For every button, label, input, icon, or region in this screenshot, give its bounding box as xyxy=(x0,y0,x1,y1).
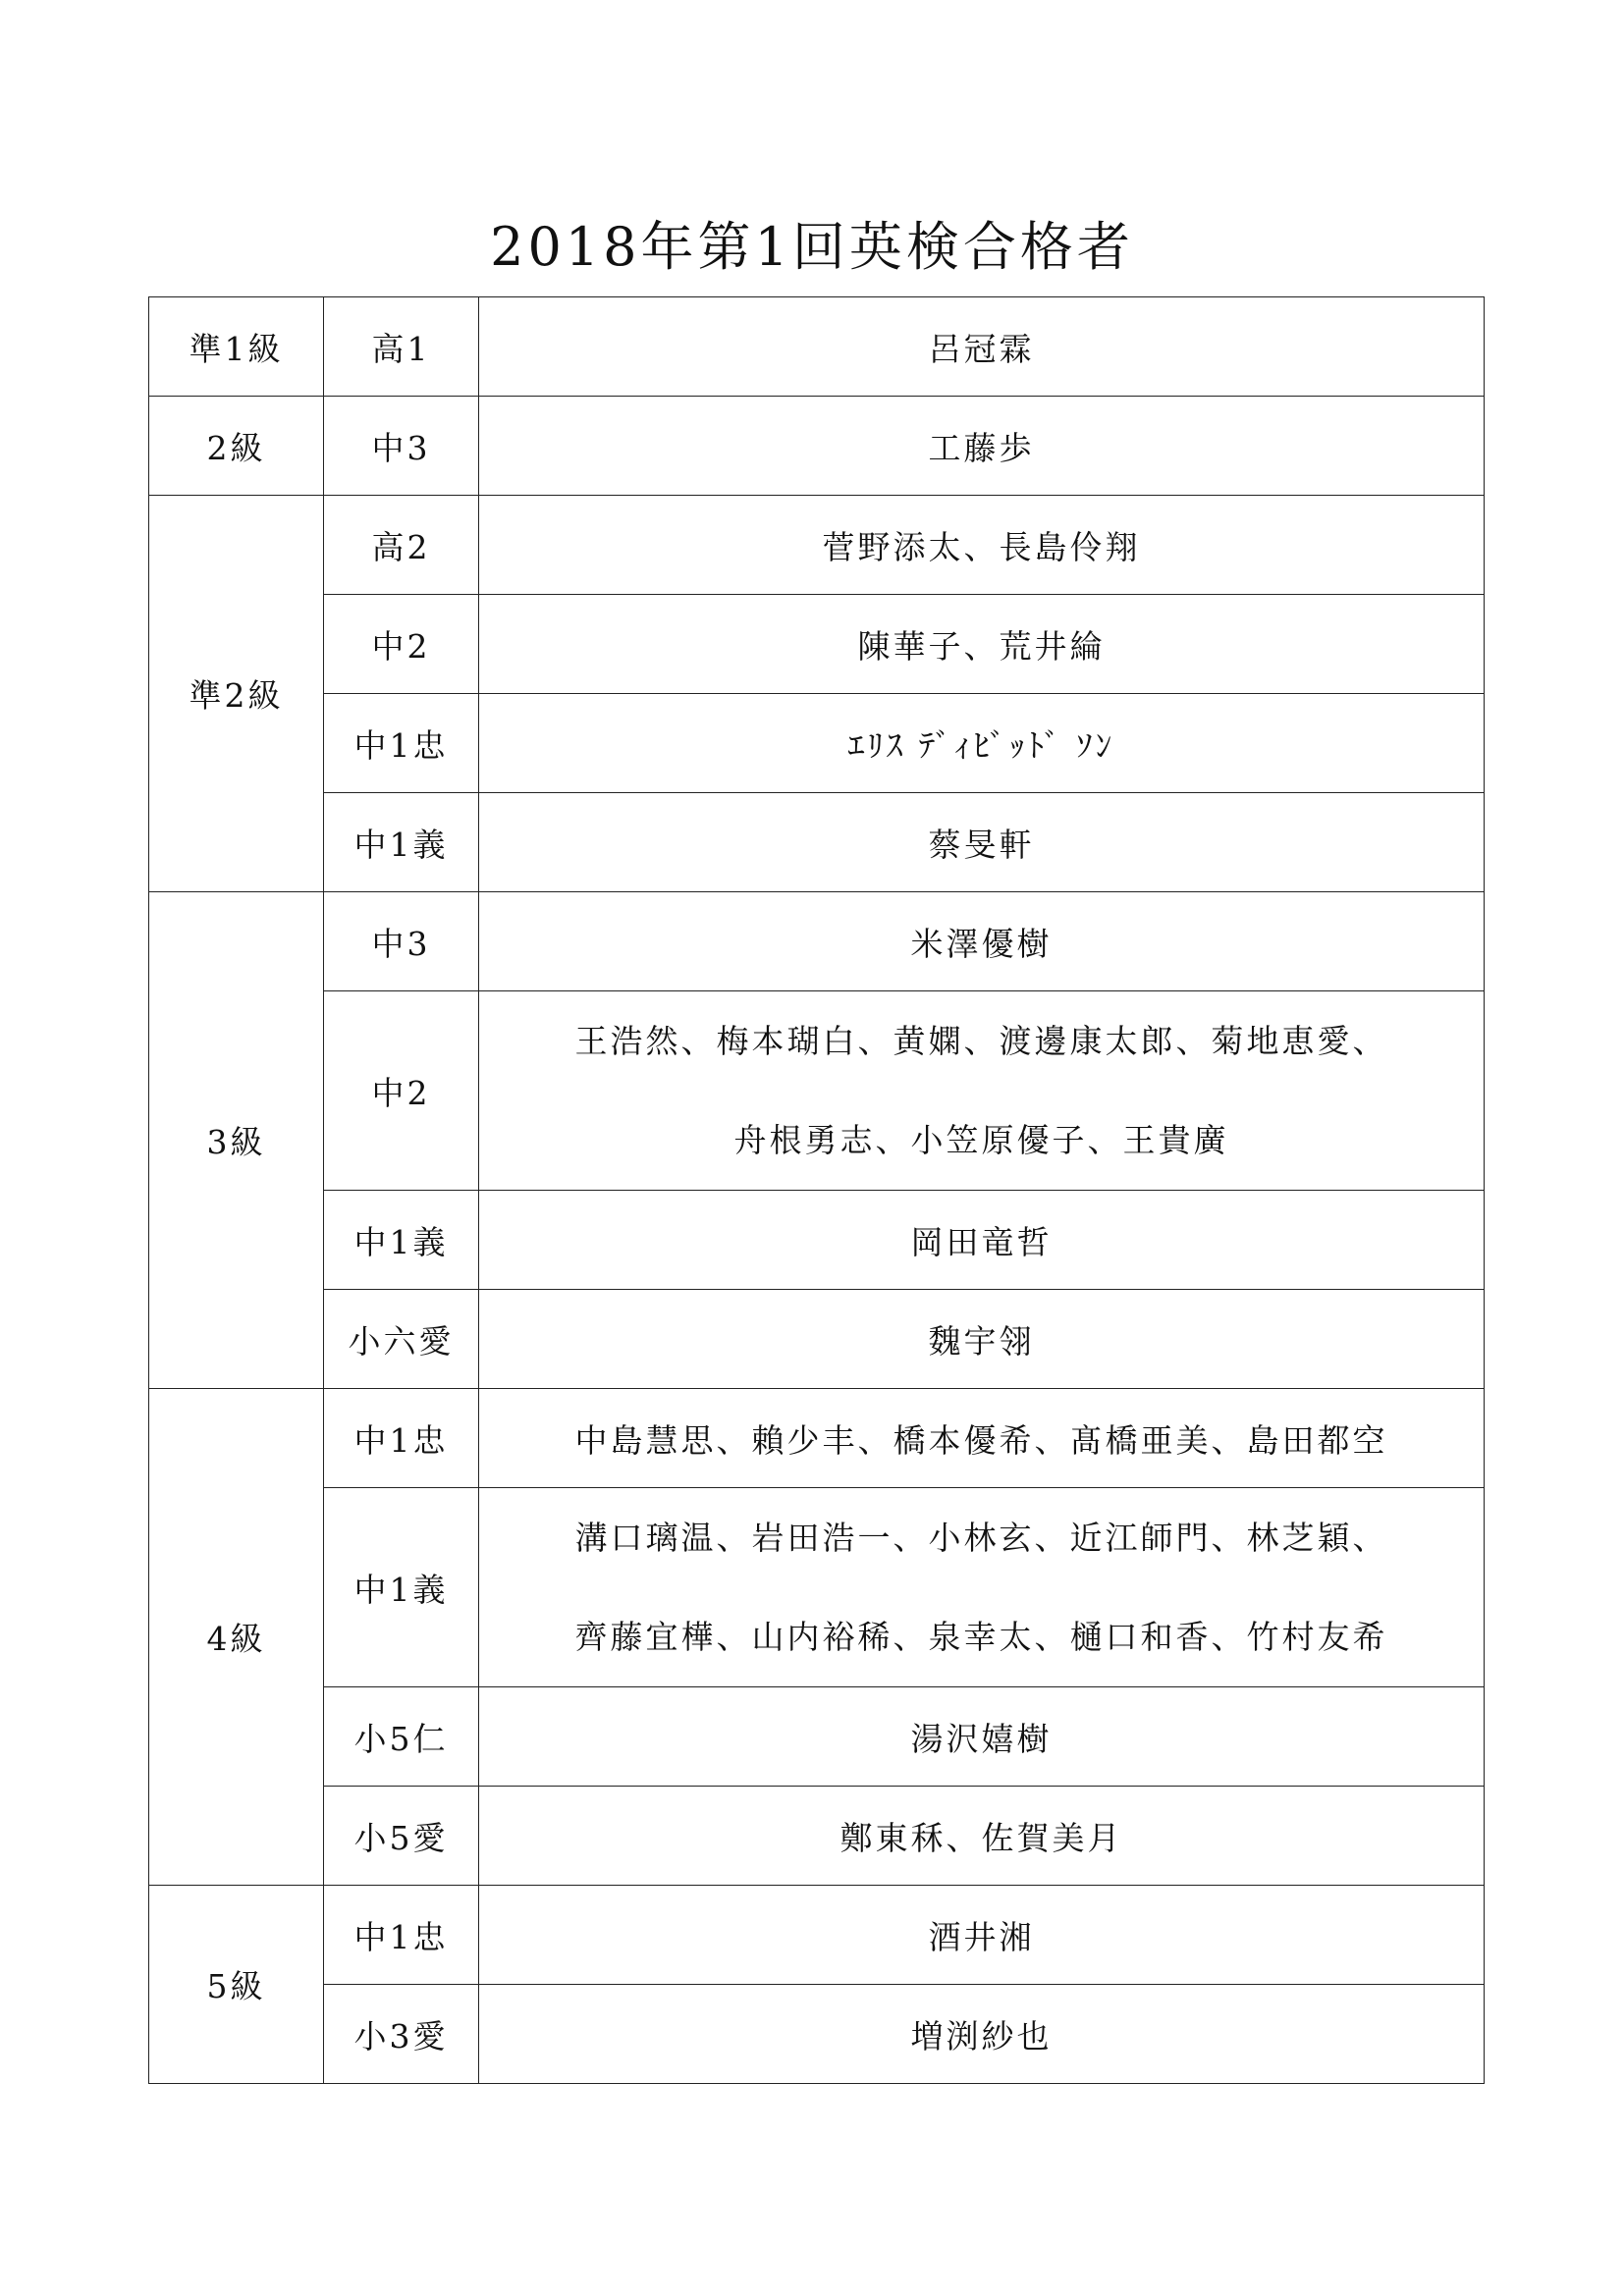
class-cell: 中1忠 xyxy=(324,1886,479,1985)
class-cell: 中1義 xyxy=(324,793,479,892)
class-cell: 小3愛 xyxy=(324,1985,479,2084)
table-row xyxy=(149,1290,1485,1389)
names-cell xyxy=(479,1886,1485,1985)
names-line: 陳華子、荒井綸 xyxy=(857,626,1106,666)
results-table xyxy=(148,296,1485,2084)
names-line: 酒井湘 xyxy=(928,1917,1035,1956)
names-line: 齊藤宜樺、山内裕稀、泉幸太、樋口和香、竹村友希 xyxy=(574,1618,1388,1656)
names-line: 王浩然、梅本瑚白、黄嫻、渡邊康太郎、菊地恵愛、 xyxy=(574,1022,1388,1060)
table-row xyxy=(149,991,1485,1191)
table-row xyxy=(149,496,1485,595)
names-cell xyxy=(479,397,1485,496)
table-row xyxy=(149,1687,1485,1787)
names-cell xyxy=(479,892,1485,991)
names-cell xyxy=(479,1389,1485,1488)
names-cell xyxy=(479,793,1485,892)
names-cell xyxy=(479,1488,1485,1687)
names-cell xyxy=(479,496,1485,595)
class-cell: 小六愛 xyxy=(324,1290,479,1389)
table-row xyxy=(149,1389,1485,1488)
names-line: 中島慧思、賴少丰、橋本優希、髙橋亜美、島田都空 xyxy=(574,1420,1388,1460)
names-cell xyxy=(479,1985,1485,2084)
names-cell xyxy=(479,297,1485,397)
names-cell xyxy=(479,595,1485,694)
names-cell xyxy=(479,1787,1485,1886)
class-cell: 中1義 xyxy=(324,1191,479,1290)
level-cell: 準1級 xyxy=(149,297,324,397)
class-cell: 中1忠 xyxy=(324,1389,479,1488)
names-line: 溝口璃温、岩田浩一、小林玄、近江師門、林芝穎、 xyxy=(574,1519,1388,1557)
names-line: 呂冠霖 xyxy=(928,329,1035,368)
names-line: 舟根勇志、小笠原優子、王貴廣 xyxy=(733,1121,1229,1159)
table-row xyxy=(149,297,1485,397)
names-line: 鄭東秝、佐賀美月 xyxy=(839,1818,1123,1857)
table-row xyxy=(149,793,1485,892)
class-cell: 中1義 xyxy=(324,1488,479,1687)
level-cell: 4級 xyxy=(149,1389,324,1886)
names-cell xyxy=(479,1191,1485,1290)
names-line: 米澤優樹 xyxy=(910,924,1053,963)
table-row xyxy=(149,892,1485,991)
names-cell xyxy=(479,1290,1485,1389)
names-cell xyxy=(479,991,1485,1191)
names-line: 蔡旻軒 xyxy=(928,825,1035,864)
names-line: 岡田竜哲 xyxy=(910,1222,1053,1261)
class-cell: 中3 xyxy=(324,892,479,991)
names-line: 菅野添太、長島伶翔 xyxy=(822,527,1141,566)
table-row xyxy=(149,1787,1485,1886)
table-row xyxy=(149,694,1485,793)
class-cell: 高2 xyxy=(324,496,479,595)
names-line: 魏宇翎 xyxy=(928,1321,1035,1361)
table-row xyxy=(149,1191,1485,1290)
table-row xyxy=(149,595,1485,694)
names-line: 工藤歩 xyxy=(928,428,1035,467)
names-line: ｴﾘｽ ﾃﾞｨﾋﾞｯﾄﾞ ｿﾝ xyxy=(847,725,1115,765)
names-line: 増渕紗也 xyxy=(910,2016,1053,2056)
names-cell xyxy=(479,694,1485,793)
class-cell: 中2 xyxy=(324,595,479,694)
table-row xyxy=(149,1886,1485,1985)
names-line: 湯沢嬉樹 xyxy=(910,1719,1053,1758)
class-cell: 中1忠 xyxy=(324,694,479,793)
class-cell: 小5愛 xyxy=(324,1787,479,1886)
level-cell: 2級 xyxy=(149,397,324,496)
table-row xyxy=(149,1488,1485,1687)
level-cell: 3級 xyxy=(149,892,324,1389)
names-cell xyxy=(479,1687,1485,1787)
class-cell: 小5仁 xyxy=(324,1687,479,1787)
results-table-body xyxy=(149,297,1485,2084)
class-cell: 中2 xyxy=(324,991,479,1191)
page-title: 2018年第1回英検合格者 xyxy=(490,216,1134,278)
table-row xyxy=(149,1985,1485,2084)
level-cell: 5級 xyxy=(149,1886,324,2084)
class-cell: 中3 xyxy=(324,397,479,496)
level-cell: 準2級 xyxy=(149,496,324,892)
table-row xyxy=(149,397,1485,496)
class-cell: 高1 xyxy=(324,297,479,397)
